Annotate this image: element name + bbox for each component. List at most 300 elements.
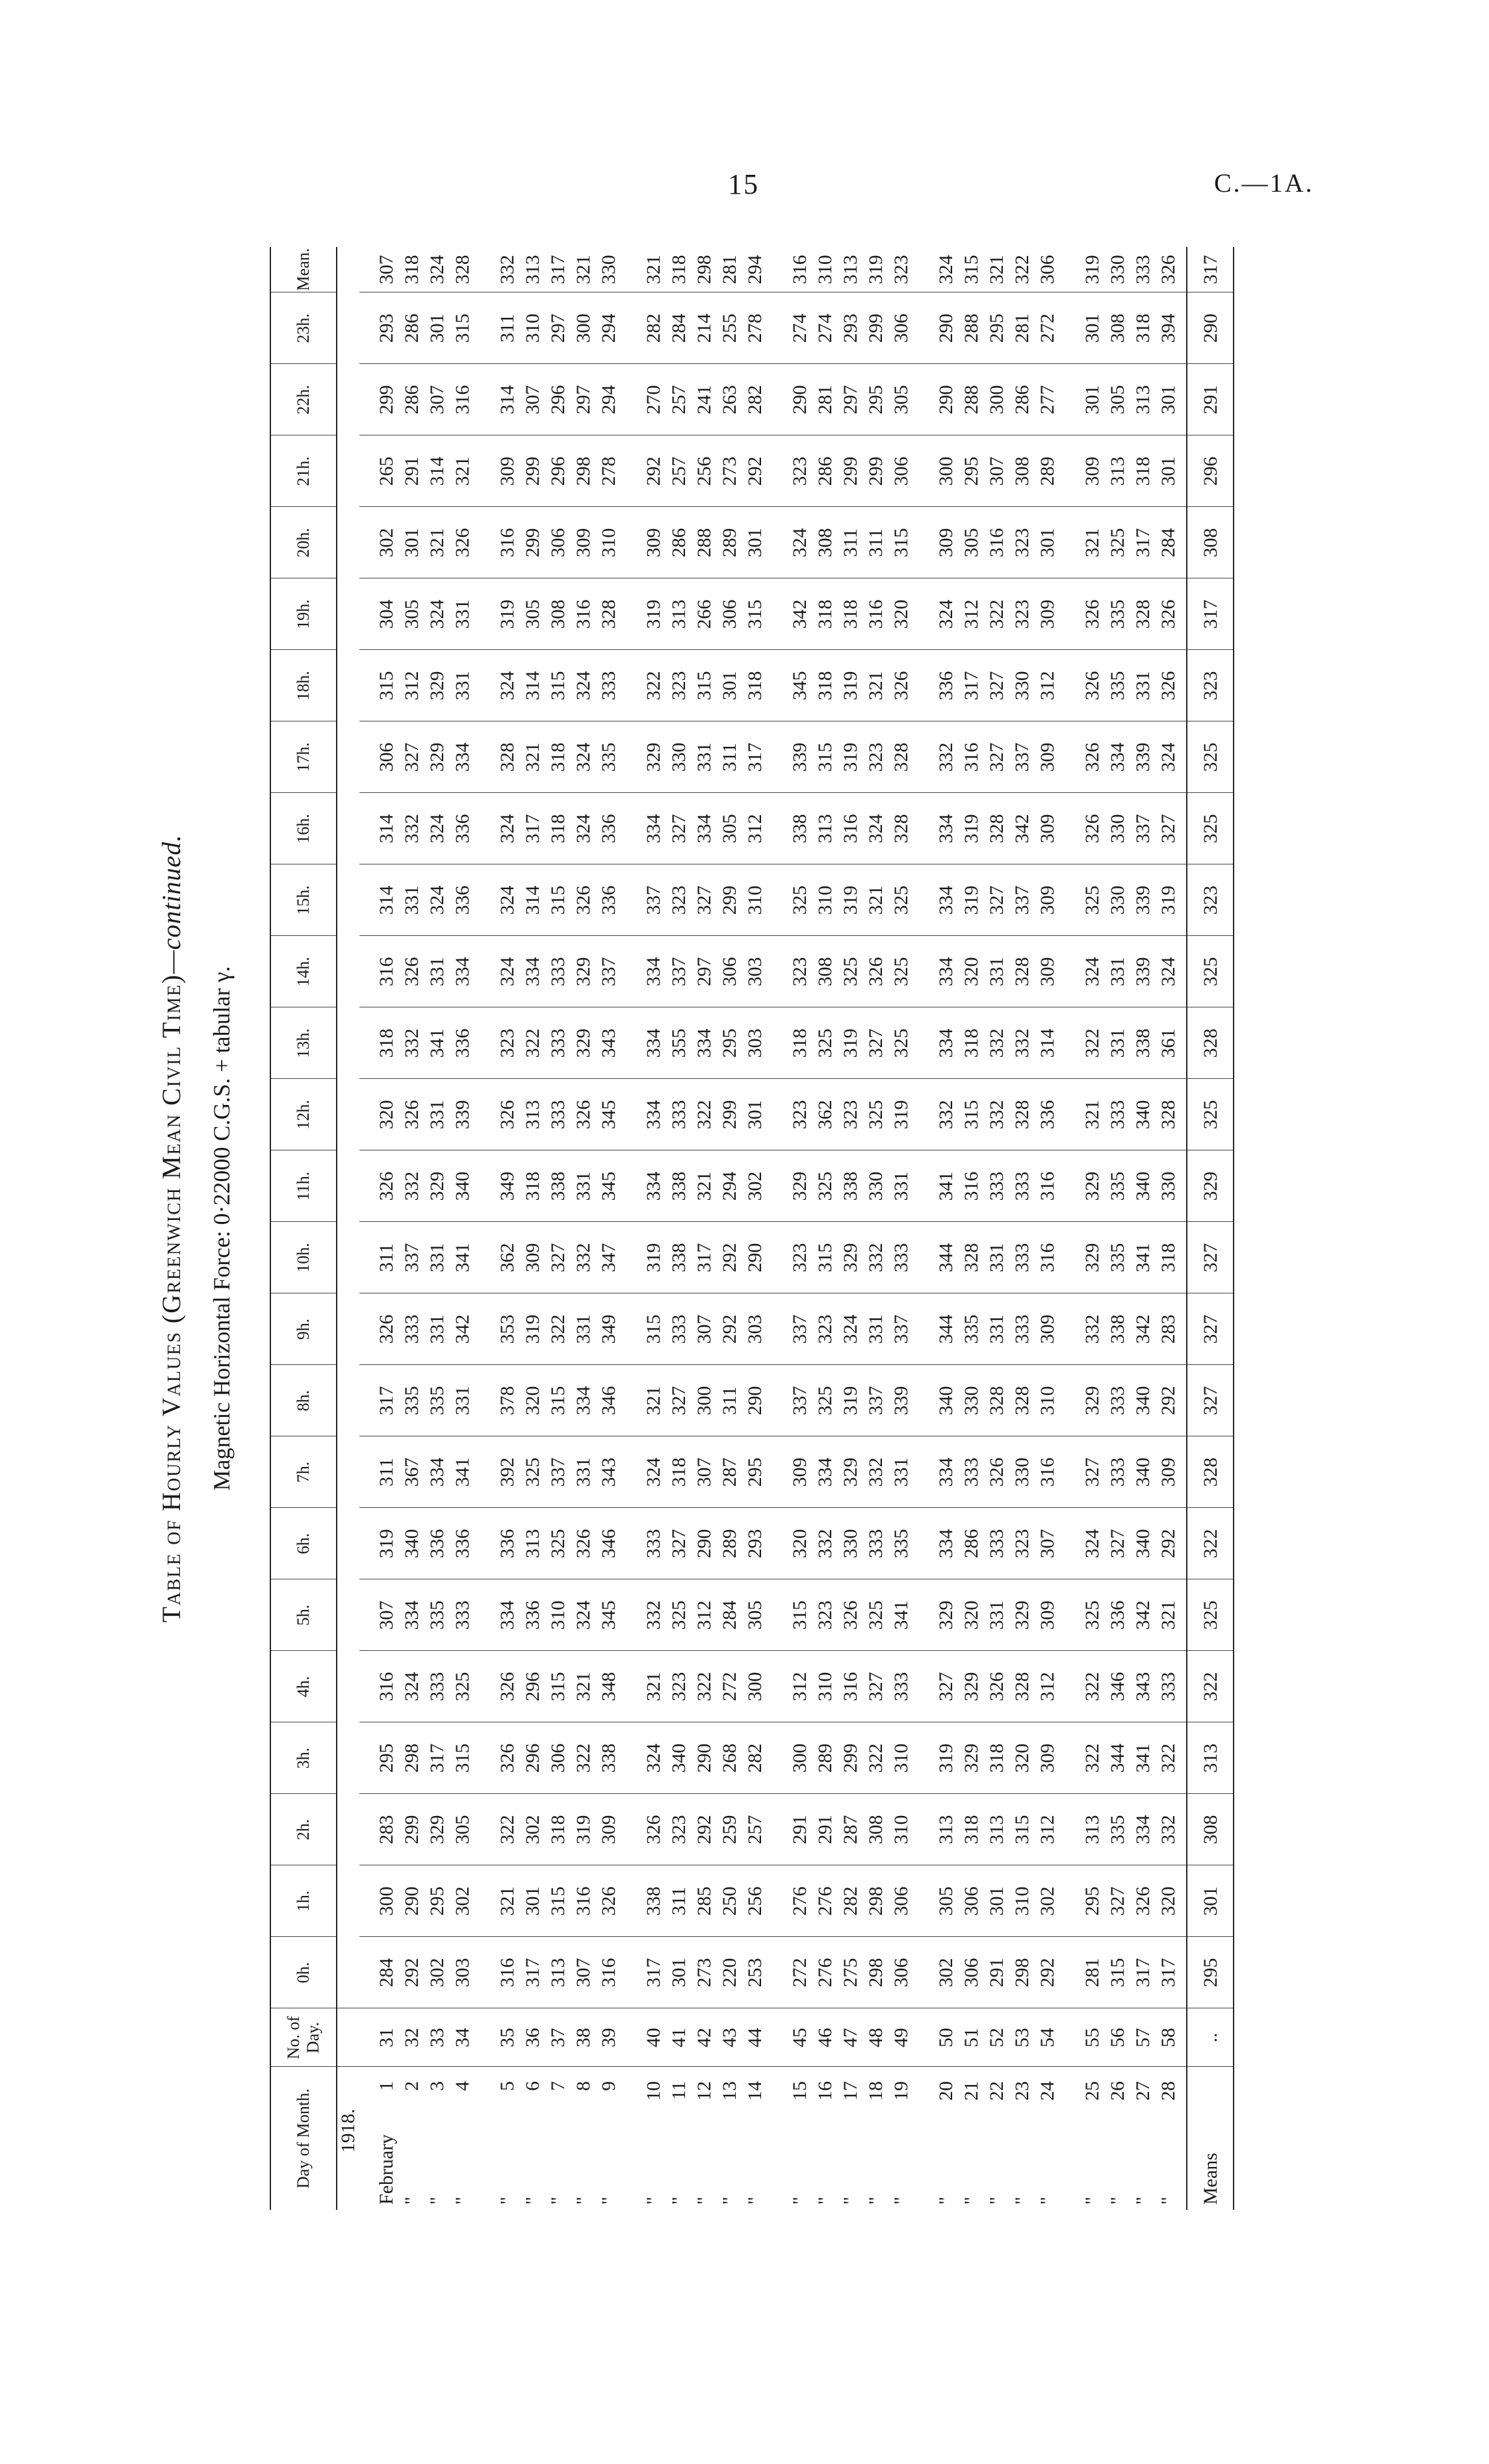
hour-value-cell-values: 293 286 301 315 bbox=[376, 313, 473, 343]
means-hour-cell: 308 bbox=[1187, 1794, 1234, 1865]
header-hour: 1h. bbox=[270, 1865, 337, 1937]
means-hour-cell: 308 bbox=[1187, 507, 1234, 578]
hour-value-cell bbox=[919, 1365, 1065, 1436]
hour-value-cell bbox=[773, 578, 919, 650]
means-hour-cell: 323 bbox=[1187, 650, 1234, 721]
hour-value-cell bbox=[773, 1222, 919, 1293]
means-hour-cell: 329 bbox=[1187, 1150, 1234, 1222]
hour-value-cell-values: 295 298 317 315 bbox=[376, 1743, 473, 1773]
hour-value-cell-values: 326 296 306 322 338 bbox=[497, 1743, 619, 1773]
hour-value-cell bbox=[480, 292, 627, 364]
hour-value-cell-values: 290 288 295 281 272 bbox=[935, 313, 1058, 343]
hour-value-cell-values: 322 323 315 301 318 bbox=[643, 671, 766, 701]
month-labels: February " " " bbox=[376, 2134, 473, 2205]
hour-value-cell bbox=[1065, 1007, 1187, 1079]
header-mean: Mean. bbox=[270, 247, 337, 292]
hour-value-cell-values: 309 313 318 301 bbox=[1081, 456, 1179, 486]
hour-value-cell-values: 314 307 296 297 294 bbox=[497, 385, 619, 415]
hour-value-cell-values: 309 299 296 298 278 bbox=[497, 456, 619, 486]
hour-value-cell-values: 320 332 330 333 335 bbox=[789, 1529, 912, 1559]
hour-value-cell-values: 334 333 322 299 301 bbox=[643, 1100, 766, 1130]
hour-value-cell-values: 336 313 325 326 346 bbox=[497, 1529, 619, 1559]
hour-value-cell-values: 270 257 241 263 282 bbox=[643, 385, 766, 415]
day-of-month-cell bbox=[919, 2068, 1065, 2211]
hour-value-cell-values: 323 315 329 332 333 bbox=[789, 1243, 912, 1273]
hour-value-cell-values: 301 305 313 301 bbox=[1081, 385, 1179, 415]
hour-value-cell-values: 274 274 293 299 306 bbox=[789, 313, 912, 343]
hour-value-cell-values: 329 330 331 311 317 bbox=[643, 742, 766, 772]
header-hour: 6h. bbox=[270, 1508, 337, 1579]
hour-value-cell-values: 318 332 341 336 bbox=[376, 1028, 473, 1058]
day-group-row bbox=[480, 247, 627, 2210]
hour-value-cell bbox=[480, 1079, 627, 1150]
hour-value-cell-values: 378 320 315 334 346 bbox=[497, 1386, 619, 1416]
hour-value-cell bbox=[773, 1365, 919, 1436]
hour-value-cell bbox=[359, 1794, 480, 1865]
hour-value-cell-values: 282 284 214 255 278 bbox=[643, 313, 766, 343]
hour-value-cell-values: 318 325 319 327 325 bbox=[789, 1028, 912, 1058]
hour-value-cell bbox=[919, 1079, 1065, 1150]
hour-value-cell-values: 324 334 333 329 337 bbox=[497, 957, 619, 987]
hour-value-cell bbox=[919, 578, 1065, 650]
hour-value-cell bbox=[773, 793, 919, 864]
hour-value-cell-values: 322 344 341 322 bbox=[1081, 1743, 1179, 1773]
hour-value-cell bbox=[480, 1150, 627, 1222]
header-hour: 20h. bbox=[270, 507, 337, 578]
hour-value-cell-values: 284 292 302 303 bbox=[376, 1958, 473, 1988]
hour-value-cell-values: 283 299 329 305 bbox=[376, 1815, 473, 1845]
year-cell bbox=[337, 2067, 359, 2210]
hour-value-cell-values: 349 318 338 331 345 bbox=[497, 1171, 619, 1201]
hour-value-cell bbox=[480, 1293, 627, 1365]
hour-value-cell bbox=[1065, 1794, 1187, 1865]
hour-value-cell bbox=[1065, 435, 1187, 507]
hour-value-cell-values: 329 335 340 330 bbox=[1081, 1171, 1179, 1201]
hour-value-cell bbox=[919, 1865, 1065, 1937]
hour-value-cell bbox=[359, 292, 480, 364]
mean-value-cell bbox=[919, 247, 1065, 292]
hour-value-cell-values: 315 312 329 331 bbox=[376, 671, 473, 701]
mean-value-cell bbox=[359, 247, 480, 292]
hour-value-cell-values: 324 308 311 311 315 bbox=[789, 528, 912, 558]
hour-value-cell bbox=[359, 1436, 480, 1508]
means-row bbox=[1187, 247, 1234, 2210]
hour-value-cell bbox=[1065, 1079, 1187, 1150]
no-of-day-cell bbox=[919, 2008, 1065, 2067]
hour-value-cell-values: 314 331 324 336 bbox=[376, 885, 473, 915]
hour-value-cell bbox=[773, 435, 919, 507]
hour-value-cell bbox=[480, 1508, 627, 1579]
hour-value-cell-values: 304 305 324 331 bbox=[376, 599, 473, 629]
hour-value-cell bbox=[359, 793, 480, 864]
hour-value-cell-values: 341 316 333 333 316 bbox=[935, 1171, 1058, 1201]
hour-value-cell-values: 315 323 326 325 341 bbox=[789, 1600, 912, 1630]
hour-value-cell bbox=[773, 864, 919, 936]
hour-value-cell bbox=[359, 864, 480, 936]
hour-value-cell-values: 329 320 331 329 309 bbox=[935, 1600, 1058, 1630]
hour-value-cell-values: 320 326 331 339 bbox=[376, 1100, 473, 1130]
header-hour: 4h. bbox=[270, 1651, 337, 1722]
hour-value-cell bbox=[919, 1794, 1065, 1865]
hour-value-cell-values: 295 327 326 320 bbox=[1081, 1886, 1179, 1916]
hour-value-cell-values: 344 328 331 333 316 bbox=[935, 1243, 1058, 1273]
hour-value-cell bbox=[1065, 292, 1187, 364]
hour-value-cell bbox=[773, 1722, 919, 1794]
hour-value-cell bbox=[627, 650, 773, 721]
hour-value-cell bbox=[359, 1579, 480, 1651]
table-title bbox=[156, 247, 187, 2210]
means-hour-cell: 327 bbox=[1187, 1293, 1234, 1365]
no-of-day-cell bbox=[359, 2008, 480, 2067]
hour-value-cell bbox=[627, 721, 773, 793]
hour-value-cell bbox=[773, 650, 919, 721]
hour-value-cell bbox=[919, 721, 1065, 793]
means-hour-cell: 323 bbox=[1187, 864, 1234, 936]
hour-value-cell bbox=[480, 1436, 627, 1508]
hour-value-cell bbox=[627, 1937, 773, 2008]
means-hour-cell: 328 bbox=[1187, 1436, 1234, 1508]
means-hour-cell: 322 bbox=[1187, 1651, 1234, 1722]
hour-value-cell-values: 334 318 332 332 314 bbox=[935, 1028, 1058, 1058]
hour-value-cell bbox=[359, 1293, 480, 1365]
hour-value-cell-values: 326 335 331 326 bbox=[1081, 671, 1179, 701]
hour-value-cell bbox=[480, 1794, 627, 1865]
hour-value-cell-values: 322 331 338 361 bbox=[1081, 1028, 1179, 1058]
hour-value-cell-values: 334 333 326 330 316 bbox=[935, 1457, 1058, 1487]
year-row bbox=[337, 247, 359, 2210]
hour-value-cell-values: 334 327 334 305 312 bbox=[643, 814, 766, 844]
header-hour: 2h. bbox=[270, 1794, 337, 1865]
hour-value-cell bbox=[480, 1579, 627, 1651]
hour-value-cell bbox=[1065, 1222, 1187, 1293]
hour-value-cell-values: 337 323 327 299 310 bbox=[643, 885, 766, 915]
hour-value-cell bbox=[480, 364, 627, 435]
header-hour: 19h. bbox=[270, 578, 337, 650]
month-labels: " " " " " bbox=[789, 2196, 912, 2205]
hour-value-cell bbox=[627, 1722, 773, 1794]
day-numbers: 20 21 22 23 24 bbox=[935, 2081, 1058, 2101]
hour-value-cell bbox=[480, 1007, 627, 1079]
hour-value-cell-values: 334 355 334 295 303 bbox=[643, 1028, 766, 1058]
table-title-continued: —continued. bbox=[157, 834, 186, 974]
means-hour-cell: 325 bbox=[1187, 793, 1234, 864]
hour-value-cell bbox=[359, 435, 480, 507]
table-subtitle: Magnetic Horizontal Force: 0·22000 C.G.S. + tabular γ. bbox=[209, 966, 235, 1491]
hour-value-cell-values: 332 316 327 337 309 bbox=[935, 742, 1058, 772]
header-hour: 13h. bbox=[270, 1007, 337, 1079]
hour-value-cell bbox=[1065, 1651, 1187, 1722]
header-hour: 23h. bbox=[270, 292, 337, 364]
hour-value-cell bbox=[1065, 1865, 1187, 1937]
hour-value-cell-values: 334 338 321 294 302 bbox=[643, 1171, 766, 1201]
mean-value-cell-values: 332 313 317 321 330 bbox=[497, 255, 619, 285]
month-labels: " " " " bbox=[1081, 2196, 1179, 2205]
header-hour: 14h. bbox=[270, 936, 337, 1007]
hour-value-cell bbox=[627, 864, 773, 936]
hour-value-cell-values: 299 286 307 316 bbox=[376, 385, 473, 415]
hour-value-cell-values: 313 335 334 332 bbox=[1081, 1815, 1179, 1845]
hour-value-cell-values: 325 330 339 319 bbox=[1081, 885, 1179, 915]
day-group-row bbox=[773, 247, 919, 2210]
means-hour-cell: 301 bbox=[1187, 1865, 1234, 1937]
hour-value-cell-values: 326 334 339 324 bbox=[1081, 742, 1179, 772]
hour-value-cell bbox=[1065, 507, 1187, 578]
day-of-month-cell bbox=[480, 2068, 627, 2211]
hour-value-cell-values: 325 310 319 321 325 bbox=[789, 885, 912, 915]
hour-value-cell-values: 321 325 317 284 bbox=[1081, 528, 1179, 558]
hour-value-cell bbox=[627, 936, 773, 1007]
hour-value-cell-values: 337 325 319 337 339 bbox=[789, 1386, 912, 1416]
day-numbers: 1 2 3 4 bbox=[376, 2081, 473, 2091]
hour-value-cell bbox=[627, 1508, 773, 1579]
hour-value-cell bbox=[480, 1365, 627, 1436]
rotated-table-sheet bbox=[156, 247, 1339, 2210]
hour-value-cell-values: 326 296 315 321 348 bbox=[497, 1672, 619, 1702]
hour-value-cell bbox=[627, 1150, 773, 1222]
hour-value-cell-values: 332 315 332 328 336 bbox=[935, 1100, 1058, 1130]
hour-value-cell-values: 319 329 318 320 309 bbox=[935, 1743, 1058, 1773]
hour-value-cell-values: 315 333 307 292 303 bbox=[643, 1314, 766, 1344]
year-label: 1918. bbox=[337, 2108, 359, 2153]
hour-value-cell bbox=[1065, 1150, 1187, 1222]
hour-value-cell-values: 323 308 325 326 325 bbox=[789, 957, 912, 987]
hour-value-cell bbox=[627, 507, 773, 578]
hour-value-cell-values: 326 333 331 342 bbox=[376, 1314, 473, 1344]
mean-value-cell-values: 324 315 321 322 306 bbox=[935, 255, 1058, 285]
hour-value-cell bbox=[359, 1079, 480, 1150]
no-of-day-cell-values: 35 36 37 38 39 bbox=[497, 2028, 619, 2047]
header-hour: 22h. bbox=[270, 364, 337, 435]
hour-value-cell-values: 322 346 343 333 bbox=[1081, 1672, 1179, 1702]
hour-value-cell bbox=[773, 1651, 919, 1722]
hour-value-cell-values: 327 329 326 328 312 bbox=[935, 1672, 1058, 1702]
hour-value-cell bbox=[480, 435, 627, 507]
hour-value-cell bbox=[919, 292, 1065, 364]
hour-value-cell bbox=[480, 1937, 627, 2008]
hour-value-cell-values: 324 317 318 324 336 bbox=[497, 814, 619, 844]
hour-value-cell bbox=[1065, 1937, 1187, 2008]
hour-value-cell-values: 324 314 315 326 336 bbox=[497, 885, 619, 915]
means-hour-cell: 296 bbox=[1187, 435, 1234, 507]
hour-value-cell bbox=[359, 1937, 480, 2008]
page-number: 15 bbox=[728, 168, 759, 200]
hour-value-cell-values: 324 331 339 324 bbox=[1081, 957, 1179, 987]
hour-value-cell bbox=[359, 1150, 480, 1222]
hour-value-cell-values: 324 327 340 292 bbox=[1081, 1529, 1179, 1559]
hour-value-cell-values: 326 323 292 259 257 bbox=[643, 1815, 766, 1845]
no-of-day-cell-values: 45 46 47 48 49 bbox=[789, 2028, 912, 2047]
hour-value-cell bbox=[773, 292, 919, 364]
no-of-day-cell-values: 31 32 33 34 bbox=[376, 2028, 473, 2047]
hour-value-cell bbox=[359, 1651, 480, 1722]
hour-value-cell bbox=[1065, 1365, 1187, 1436]
hour-value-cell bbox=[359, 721, 480, 793]
hour-value-cell bbox=[627, 1794, 773, 1865]
hour-value-cell-values: 334 337 297 306 303 bbox=[643, 957, 766, 987]
hour-value-cell bbox=[627, 435, 773, 507]
hour-value-cell bbox=[919, 507, 1065, 578]
hour-value-cell-values: 327 333 340 309 bbox=[1081, 1457, 1179, 1487]
hour-value-cell-values: 321 327 300 311 290 bbox=[643, 1386, 766, 1416]
hour-value-cell-values: 326 335 328 326 bbox=[1081, 599, 1179, 629]
hour-value-cell bbox=[773, 936, 919, 1007]
hour-value-cell bbox=[919, 1722, 1065, 1794]
hour-value-cell-values: 321 301 315 316 326 bbox=[497, 1886, 619, 1916]
means-hour-cell: 322 bbox=[1187, 1508, 1234, 1579]
hour-value-cell-values: 314 332 324 336 bbox=[376, 814, 473, 844]
hour-value-cell-values: 324 312 322 323 309 bbox=[935, 599, 1058, 629]
hour-value-cell-values: 334 319 328 342 309 bbox=[935, 814, 1058, 844]
hour-value-cell-values: 324 340 290 268 282 bbox=[643, 1743, 766, 1773]
hour-value-cell-values: 302 306 291 298 292 bbox=[935, 1958, 1058, 1988]
mean-value-cell bbox=[480, 247, 627, 292]
hour-value-cell bbox=[359, 364, 480, 435]
hour-value-cell bbox=[359, 1865, 480, 1937]
hour-value-cell bbox=[919, 936, 1065, 1007]
hour-value-cell bbox=[627, 1222, 773, 1293]
hour-value-cell bbox=[627, 1293, 773, 1365]
hour-value-cell-values: 291 291 287 308 310 bbox=[789, 1815, 912, 1845]
hour-value-cell-values: 336 317 327 330 312 bbox=[935, 671, 1058, 701]
series-code: C.—1A. bbox=[1214, 168, 1314, 198]
no-of-day-cell-values: 50 51 52 53 54 bbox=[935, 2028, 1058, 2047]
no-of-day-cell bbox=[1065, 2008, 1187, 2067]
mean-value-cell bbox=[773, 247, 919, 292]
hour-value-cell-values: 321 333 340 328 bbox=[1081, 1100, 1179, 1130]
hour-value-cell bbox=[919, 1222, 1065, 1293]
hour-value-cell-values: 339 315 319 323 328 bbox=[789, 742, 912, 772]
mean-value-cell bbox=[627, 247, 773, 292]
header-no-of-day: No. of Day. bbox=[270, 2008, 337, 2067]
hour-value-cell bbox=[773, 1150, 919, 1222]
hour-value-cell-values: 272 276 275 298 306 bbox=[789, 1958, 912, 1988]
hour-value-cell bbox=[1065, 1722, 1187, 1794]
day-of-month-cell bbox=[359, 2068, 480, 2211]
hour-value-cell bbox=[359, 578, 480, 650]
hour-value-cell-values: 316 317 313 307 316 bbox=[497, 1958, 619, 1988]
hour-value-cell-values: 362 309 327 332 347 bbox=[497, 1243, 619, 1273]
hour-value-cell-values: 281 315 317 317 bbox=[1081, 1958, 1179, 1988]
hour-value-cell-values: 316 299 306 309 310 bbox=[497, 528, 619, 558]
hour-value-cell bbox=[1065, 1579, 1187, 1651]
month-labels: " " " " " bbox=[935, 2196, 1058, 2205]
hour-value-cell bbox=[480, 1865, 627, 1937]
no-of-day-cell-values: 40 41 42 43 44 bbox=[643, 2028, 766, 2047]
hour-value-cell-values: 313 318 313 315 312 bbox=[935, 1815, 1058, 1845]
means-hour-cell: 325 bbox=[1187, 721, 1234, 793]
means-hour-cell: 313 bbox=[1187, 1722, 1234, 1794]
hour-value-cell bbox=[480, 1651, 627, 1722]
header-hour: 8h. bbox=[270, 1365, 337, 1436]
hour-value-cell bbox=[919, 793, 1065, 864]
hour-value-cell-values: 340 330 328 328 310 bbox=[935, 1386, 1058, 1416]
means-label: Means bbox=[1187, 2067, 1234, 2210]
hour-value-cell bbox=[480, 721, 627, 793]
no-of-day-cell bbox=[627, 2008, 773, 2067]
hour-value-cell-values: 309 286 288 289 301 bbox=[643, 528, 766, 558]
header-row bbox=[270, 247, 337, 2210]
hour-value-cell-values: 334 336 310 324 345 bbox=[497, 1600, 619, 1630]
hour-value-cell bbox=[627, 1579, 773, 1651]
hour-value-cell-values: 300 290 295 302 bbox=[376, 1886, 473, 1916]
hour-value-cell bbox=[773, 1794, 919, 1865]
hour-value-cell bbox=[1065, 1293, 1187, 1365]
hour-value-cell-values: 334 286 333 323 307 bbox=[935, 1529, 1058, 1559]
header-hour: 11h. bbox=[270, 1150, 337, 1222]
hour-value-cell bbox=[773, 1865, 919, 1937]
hour-value-cell bbox=[480, 1222, 627, 1293]
hour-value-cell bbox=[359, 650, 480, 721]
hour-value-cell-values: 317 335 335 331 bbox=[376, 1386, 473, 1416]
month-labels: " " " " " bbox=[643, 2196, 766, 2205]
means-hour-cell: 290 bbox=[1187, 292, 1234, 364]
means-hour-cell: 325 bbox=[1187, 1079, 1234, 1150]
hour-value-cell-values: 338 311 285 250 256 bbox=[643, 1886, 766, 1916]
hour-value-cell bbox=[919, 650, 1065, 721]
hour-value-cell bbox=[773, 1436, 919, 1508]
hour-value-cell-values: 329 335 341 318 bbox=[1081, 1243, 1179, 1273]
hour-value-cell bbox=[773, 1937, 919, 2008]
hour-value-cell-values: 319 340 336 336 bbox=[376, 1529, 473, 1559]
hour-value-cell-values: 312 310 316 327 333 bbox=[789, 1672, 912, 1702]
hour-value-cell bbox=[627, 1079, 773, 1150]
means-overall: 317 bbox=[1187, 247, 1234, 292]
hour-value-cell-values: 292 257 256 273 292 bbox=[643, 456, 766, 486]
hour-value-cell bbox=[480, 864, 627, 936]
hour-value-cell bbox=[1065, 578, 1187, 650]
hour-value-cell-values: 319 305 308 316 328 bbox=[497, 599, 619, 629]
hour-value-cell bbox=[359, 936, 480, 1007]
hour-value-cell-values: 326 330 337 327 bbox=[1081, 814, 1179, 844]
hour-value-cell-values: 319 338 317 292 290 bbox=[643, 1243, 766, 1273]
hour-value-cell-values: 311 337 331 341 bbox=[376, 1243, 473, 1273]
header-hour: 5h. bbox=[270, 1579, 337, 1651]
hour-value-cell-values: 324 314 315 324 333 bbox=[497, 671, 619, 701]
hour-value-cell-values: 338 313 316 324 328 bbox=[789, 814, 912, 844]
hour-value-cell-values: 323 286 299 299 306 bbox=[789, 456, 912, 486]
hour-value-cell bbox=[919, 1436, 1065, 1508]
header-hour: 18h. bbox=[270, 650, 337, 721]
hour-value-cell bbox=[359, 1365, 480, 1436]
means-hour-cell: 328 bbox=[1187, 1007, 1234, 1079]
hour-value-cell-values: 301 308 318 394 bbox=[1081, 313, 1179, 343]
means-no-of-day: .. bbox=[1187, 2008, 1234, 2067]
day-numbers: 10 11 12 13 14 bbox=[643, 2081, 766, 2101]
hour-value-cell-values: 290 288 300 286 277 bbox=[935, 385, 1058, 415]
hour-value-cell bbox=[773, 721, 919, 793]
means-hour-cell: 295 bbox=[1187, 1937, 1234, 2008]
hour-value-cell bbox=[627, 292, 773, 364]
hour-value-cell bbox=[773, 1579, 919, 1651]
day-group-row bbox=[359, 247, 480, 2210]
hour-value-cell bbox=[773, 507, 919, 578]
hour-value-cell-values: 265 291 314 321 bbox=[376, 456, 473, 486]
means-hour-cell: 325 bbox=[1187, 1579, 1234, 1651]
means-hour-cell: 327 bbox=[1187, 1222, 1234, 1293]
means-hour-cell: 291 bbox=[1187, 364, 1234, 435]
hour-value-cell bbox=[359, 1722, 480, 1794]
hour-value-cell-values: 276 276 282 298 306 bbox=[789, 1886, 912, 1916]
hour-value-cell bbox=[1065, 793, 1187, 864]
hour-value-cell-values: 329 333 340 292 bbox=[1081, 1386, 1179, 1416]
no-of-day-cell bbox=[773, 2008, 919, 2067]
day-of-month-cell bbox=[1065, 2068, 1186, 2211]
day-group-row bbox=[1065, 247, 1187, 2210]
hour-value-cell bbox=[773, 1007, 919, 1079]
hour-value-cell bbox=[1065, 936, 1187, 1007]
hourly-values-table bbox=[270, 247, 1234, 2210]
hour-value-cell bbox=[1065, 721, 1187, 793]
